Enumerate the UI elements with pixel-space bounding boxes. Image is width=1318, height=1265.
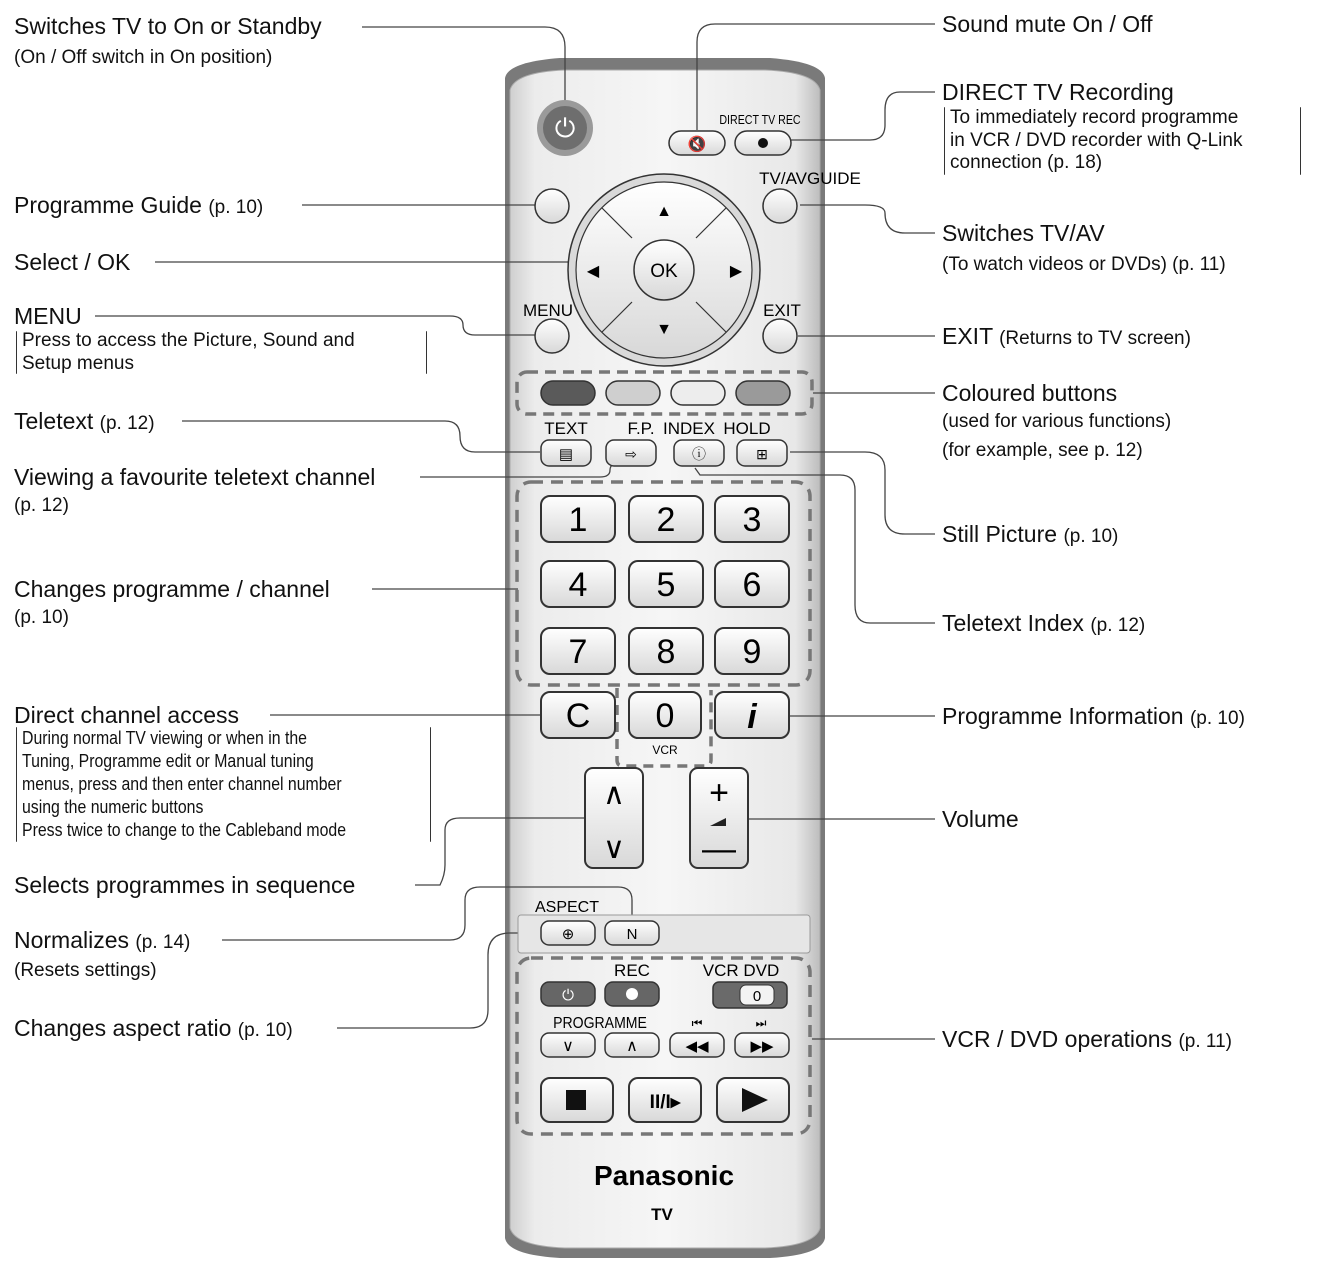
channel-sub: (p. 10) [14,607,69,628]
index-label: Teletext Index (p. 12) [942,610,1146,636]
info-icon: i [747,698,757,736]
menu-sub-2: Setup menus [22,353,134,374]
digit-label-5: 5 [656,566,676,604]
numeric-keypad[interactable] [541,496,789,674]
vcrdvd-label: VCR / DVD operations (p. 11) [942,1026,1232,1052]
mute-label: Sound mute On / Off [942,11,1153,37]
zero-label: 0 [655,697,675,735]
direct-line-1: During normal TV viewing or when in the [22,728,307,748]
fp-key-label: F.P. [627,419,655,438]
mute-icon: 🔇 [687,136,707,153]
direct-line-5: Press twice to change to the Cableband mode [22,820,347,840]
menu-title: MENU [14,303,82,329]
direct-bracket [16,727,17,842]
volume-label: Volume [942,806,1019,832]
vcr-small-label: VCR [652,743,678,757]
sequence-label: Selects programmes in sequence [14,872,356,898]
chevron-down-icon: ∨ [562,1038,574,1055]
digit-label-9: 9 [742,633,762,671]
minus-icon: — [702,830,736,868]
favourite-title: Viewing a favourite teletext channel [14,464,376,490]
exit-button[interactable] [763,319,797,353]
rewind-icon: ◀◀ [685,1038,709,1055]
menu-sub-1: Press to access the Picture, Sound and [22,330,355,351]
direct-line-3: menus, press and then enter channel number [22,774,342,794]
rec-key-label: REC [614,961,650,980]
model-label: TV [651,1205,673,1224]
stop-icon [566,1090,586,1110]
exit-label: EXIT (Returns to TV screen) [942,323,1191,349]
direct-tv-rec-label: DIRECT TV REC [719,111,801,128]
guide-label: Programme Guide (p. 10) [14,192,264,218]
aspect-label: Changes aspect ratio (p. 10) [14,1015,293,1041]
power-icon: ⏻ [554,113,576,143]
right-arrow-icon: ▶ [729,263,743,280]
index-key-label: INDEX [663,419,715,438]
skip-forward-icon: ⏭ [755,1016,767,1030]
digit-label-7: 7 [568,633,588,671]
record-icon [758,138,768,148]
tvav-sub: (To watch videos or DVDs) (p. 11) [942,254,1226,275]
aspect-key-label: ASPECT [534,899,600,916]
channel-title: Changes programme / channel [14,576,330,602]
direct-rec-line-2: in VCR / DVD recorder with Q-Link [950,130,1243,151]
teletext-icon: ▤ [558,446,574,463]
hold-key-label: HOLD [723,419,771,438]
normalize-sub: (Resets settings) [14,960,157,981]
direct-title: Direct channel access [14,702,239,728]
aspect-icon: ⊕ [561,926,575,943]
direct-bracket-right [430,727,431,842]
guide-button[interactable] [535,189,569,223]
up-arrow-icon: ▲ [656,203,672,220]
still-label: Still Picture (p. 10) [942,521,1119,547]
select-label: Select / OK [14,249,131,275]
tvav-title: Switches TV/AV [942,220,1105,246]
chevron-up-icon: ∧ [626,1038,638,1055]
programme-key-label: PROGRAMME [553,1014,647,1033]
favourite-sub: (p. 12) [14,495,69,516]
plus-icon: + [709,774,729,812]
c-label: C [565,697,591,735]
text-key-label: TEXT [544,419,588,438]
normalize-label: Normalizes (p. 14) [14,927,191,953]
skip-back-icon: ⏮ [691,1016,703,1030]
n-label: N [626,926,638,943]
direct-rec-bracket-right [1300,107,1301,175]
chevron-down-icon: ∨ [603,832,625,865]
info-label: Programme Information (p. 10) [942,703,1245,729]
navigation-pad[interactable] [568,174,760,366]
menu-key-label: MENU [522,301,574,320]
coloured-button-4[interactable] [736,381,790,405]
menu-bracket [16,331,17,374]
favourite-icon: ⇨ [625,446,637,462]
left-arrow-icon: ◀ [586,263,600,280]
digit-label-8: 8 [656,633,676,671]
vcr-dvd-key-label: VCR DVD [702,961,780,980]
switch-knob-icon: 0 [752,988,762,1005]
menu-button[interactable] [535,319,569,353]
coloured-button-1[interactable] [541,381,595,405]
index-icon: ⓘ [692,446,706,462]
power-title: Switches TV to On or Standby [14,13,322,39]
direct-rec-line-1: To immediately record programme [950,107,1239,128]
digit-label-6: 6 [742,566,762,604]
digit-label-1: 1 [568,501,588,539]
power-sub: (On / Off switch in On position) [14,47,273,68]
digit-label-3: 3 [742,501,762,539]
direct-rec-bracket [944,107,945,175]
ok-label: OK [650,261,678,282]
coloured-sub-2: (for example, see p. 12) [942,440,1143,461]
digit-label-2: 2 [656,501,676,539]
coloured-sub-1: (used for various functions) [942,411,1172,432]
chevron-up-icon: ∧ [603,778,625,811]
direct-rec-title: DIRECT TV Recording [942,79,1174,105]
rec-icon [626,988,638,1000]
direct-rec-line-3: connection (p. 18) [950,152,1103,173]
digit-label-4: 4 [568,566,588,604]
teletext-label: Teletext (p. 12) [14,408,155,434]
fast-forward-icon: ▶▶ [750,1038,774,1055]
coloured-title: Coloured buttons [942,380,1118,406]
hold-icon: ⊞ [756,446,768,462]
brand-logo: Panasonic [593,1160,735,1191]
tvav-button[interactable] [763,189,797,223]
down-arrow-icon: ▼ [656,321,672,338]
coloured-button-3[interactable] [671,381,725,405]
pause-icon: II/I▸ [649,1092,681,1113]
direct-line-4: using the numeric buttons [22,797,204,817]
tvavguide-label: TV/AVGUIDE [759,169,861,188]
menu-bracket-right [426,331,427,374]
direct-line-2: Tuning, Programme edit or Manual tuning [22,751,314,771]
exit-key-label: EXIT [763,301,801,320]
vcr-power-icon: ⏻ [562,987,574,1004]
coloured-button-2[interactable] [606,381,660,405]
